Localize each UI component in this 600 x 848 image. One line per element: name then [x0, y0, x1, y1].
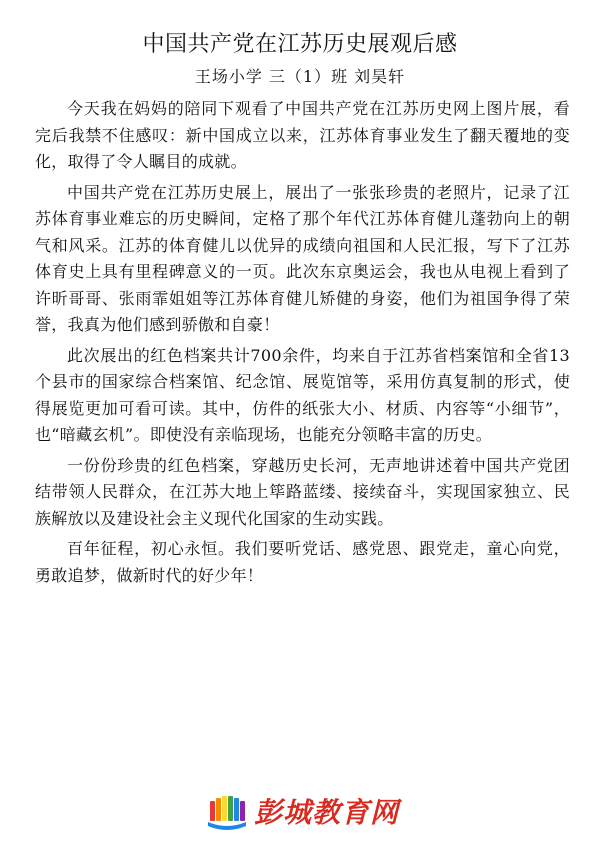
- author-byline: 王场小学 三（1）班 刘昊轩: [194, 67, 406, 86]
- essay-body: [35, 96, 570, 593]
- document-title: 中国共产党在江苏历史展观后感: [142, 32, 458, 57]
- paragraph-4: 一份份珍贵的红色档案，穿越历史长河，无声地讲述着中国共产党团结带领人民群众，在江苏大地上筚路蓝缕、接续奋斗，实现国家独立、民族解放以及建设社会主义现代化国家的生动实践。: [35, 455, 570, 528]
- site-logo: [198, 793, 408, 833]
- paragraph-3: 此次展出的红色档案共计700余件，均来自于江苏省档案馆和全省13个县市的国家综合档案馆、纪念馆、展览馆等，采用仿真复制的形式，使得展览更加可看可读。其中，仿件的纸张大小、材质、内容等“小细节”，也“暗藏玄机”。即使没有亲临现场，也能充分领略丰富的历史。: [35, 345, 570, 444]
- site-logo-text: 彭城教育网: [254, 796, 400, 829]
- paragraph-2: 中国共产党在江苏历史展上，展出了一张张珍贵的老照片，记录了江苏体育事业难忘的历史瞬间，定格了那个年代江苏体育健儿蓬勃向上的朝气和风采。江苏的体育健儿以优异的成绩向祖国和人民汇报，写下了江苏体育史上具有里程碑意义的一页。此次东京奥运会，我也从电视上看到了许昕哥哥、张雨霏姐姐等江苏体育健儿矫健的身姿，他们为祖国争得了荣誉，我真为他们感到骄傲和自豪！: [35, 182, 570, 334]
- paragraph-1: 今天我在妈妈的陪同下观看了中国共产党在江苏历史网上图片展，看完后我禁不住感叹：新中国成立以来，江苏体育事业发生了翻天覆地的变化，取得了令人瞩目的成就。: [35, 99, 570, 171]
- open-book-logo-icon: [206, 795, 248, 831]
- paragraph-5: 百年征程，初心永恒。我们要听党话、感党恩、跟党走，童心向党，勇敢追梦，做新时代的好少年！: [35, 539, 570, 585]
